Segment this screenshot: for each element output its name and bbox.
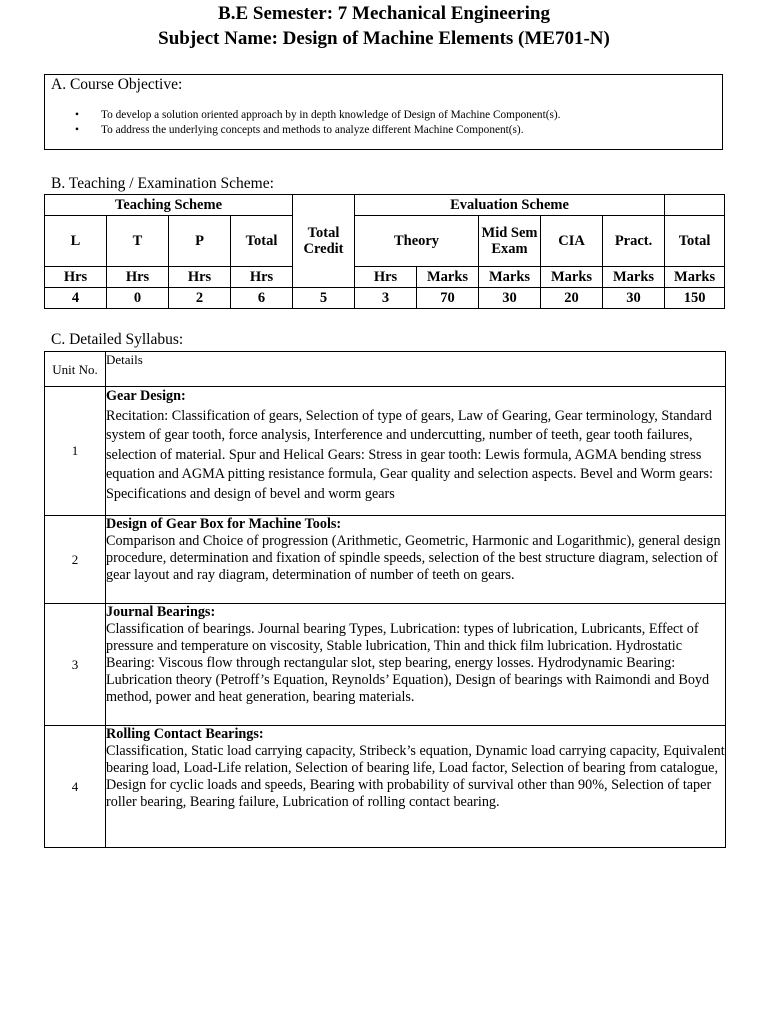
value-mid-sem: 30 xyxy=(479,288,541,309)
col-p: P xyxy=(169,216,231,267)
course-objective-box xyxy=(44,74,723,150)
col-total: Total xyxy=(231,216,293,267)
objective-list xyxy=(75,108,560,137)
unit-details xyxy=(106,726,726,848)
unit-cell: Hrs xyxy=(231,267,293,288)
unit-title: Rolling Contact Bearings: xyxy=(106,726,264,742)
unit-number: 4 xyxy=(45,726,106,848)
col-eval-total: Total xyxy=(665,216,725,267)
col-l: L xyxy=(45,216,107,267)
unit-text: Classification of bearings. Journal bearing Types, Lubrication: types of lubrication, Lubricants, Effect of pressure and temperature on viscosity, Stable lubrication, Thin and thick film lubrication. Hydrostatic Bearing: Viscous flow through rectangular slot, step bearing, energy losses. Hydrodynamic Bearing: Lubrication theory (Petroff’s Equation, Reynolds’ Equation), Design of bearings with Raimondi and Boyd method, power and heat generation, bearing materials. xyxy=(106,620,710,705)
page-title-subject: Subject Name: Design of Machine Elements (ME701-N) xyxy=(158,28,610,49)
col-pract: Pract. xyxy=(603,216,665,267)
unit-details xyxy=(106,604,726,726)
objective-item xyxy=(75,123,560,138)
value-cia: 20 xyxy=(541,288,603,309)
details-header: Details xyxy=(106,352,726,387)
col-t: T xyxy=(107,216,169,267)
unit-text: Recitation: Classification of gears, Selection of type of gears, Law of Gearing, Gear terminology, Standard system of gear tooth, force analysis, Interference and undercutting, number of teeth, gear tooth failures, selection of material. Spur and Helical Gears: Stress in gear tooth: Lewis formula, AGMA bending stress equation and AGMA pitting resistance formula, Gear quality and selection aspects. Bevel and Worm gears: Specifications and design of bevel and worm gears xyxy=(106,407,713,502)
value-theory-marks: 70 xyxy=(417,288,479,309)
objective-item xyxy=(75,108,560,123)
unit-cell: Hrs xyxy=(45,267,107,288)
total-credit-header: Total Credit xyxy=(293,195,355,288)
teaching-exam-scheme-table xyxy=(44,194,725,309)
value-total: 6 xyxy=(231,288,293,309)
value-l: 4 xyxy=(45,288,107,309)
unit-cell: Marks xyxy=(417,267,479,288)
unit-title: Gear Design: xyxy=(106,388,186,404)
value-credit: 5 xyxy=(293,288,355,309)
unit-title: Journal Bearings: xyxy=(106,604,216,620)
unit-details xyxy=(106,516,726,604)
unit-cell: Marks xyxy=(479,267,541,288)
unit-cell: Hrs xyxy=(169,267,231,288)
objective-text: To address the underlying concepts and methods to analyze different Machine Component(s). xyxy=(101,123,524,136)
unit-number: 1 xyxy=(45,387,106,516)
unit-cell: Marks xyxy=(665,267,725,288)
unit-no-header: Unit No. xyxy=(45,352,106,387)
value-theory-hrs: 3 xyxy=(355,288,417,309)
unit-details xyxy=(106,387,726,516)
col-theory: Theory xyxy=(355,216,479,267)
col-cia: CIA xyxy=(541,216,603,267)
unit-cell: Marks xyxy=(603,267,665,288)
unit-cell: Hrs xyxy=(355,267,417,288)
bullet-icon: • xyxy=(75,123,79,136)
syllabus-table xyxy=(44,351,726,848)
value-p: 2 xyxy=(169,288,231,309)
teaching-scheme-header: Teaching Scheme xyxy=(45,195,293,216)
bullet-icon: • xyxy=(75,109,79,121)
course-objective-title: A. Course Objective: xyxy=(51,76,183,93)
objective-text: To develop a solution oriented approach by in depth knowledge of Design of Machine Component(s). xyxy=(101,109,561,121)
syllabus-section-title: C. Detailed Syllabus: xyxy=(51,331,184,348)
page-title-semester: B.E Semester: 7 Mechanical Engineering xyxy=(218,3,550,24)
scheme-section-title: B. Teaching / Examination Scheme: xyxy=(51,175,274,192)
value-total-marks: 150 xyxy=(665,288,725,309)
value-t: 0 xyxy=(107,288,169,309)
unit-number: 2 xyxy=(45,516,106,604)
evaluation-scheme-header: Evaluation Scheme xyxy=(355,195,665,216)
unit-number: 3 xyxy=(45,604,106,726)
unit-cell: Hrs xyxy=(107,267,169,288)
col-mid-sem: Mid Sem Exam xyxy=(479,216,541,267)
unit-cell: Marks xyxy=(541,267,603,288)
value-pract: 30 xyxy=(603,288,665,309)
unit-text: Classification, Static load carrying capacity, Stribeck’s equation, Dynamic load carrying capacity, Equivalent bearing load, Load-Life relation, Selection of bearing life, Load factor, Selection of bearing from catalogue, Design for cyclic loads and speeds, Bearing with probability of survival other than 90%, Selection of taper roller bearing, Bearing failure, Lubrication of rolling contact bearing. xyxy=(106,742,725,810)
empty-header-cell xyxy=(665,195,725,216)
unit-text: Comparison and Choice of progression (Arithmetic, Geometric, Harmonic and Logarithmic), general design procedure, determination and fixation of spindle speeds, selection of the best structure diagram, selection of gear layout and ray diagram, determination of number of teeth on gears. xyxy=(106,532,721,583)
unit-title: Design of Gear Box for Machine Tools: xyxy=(106,516,342,532)
